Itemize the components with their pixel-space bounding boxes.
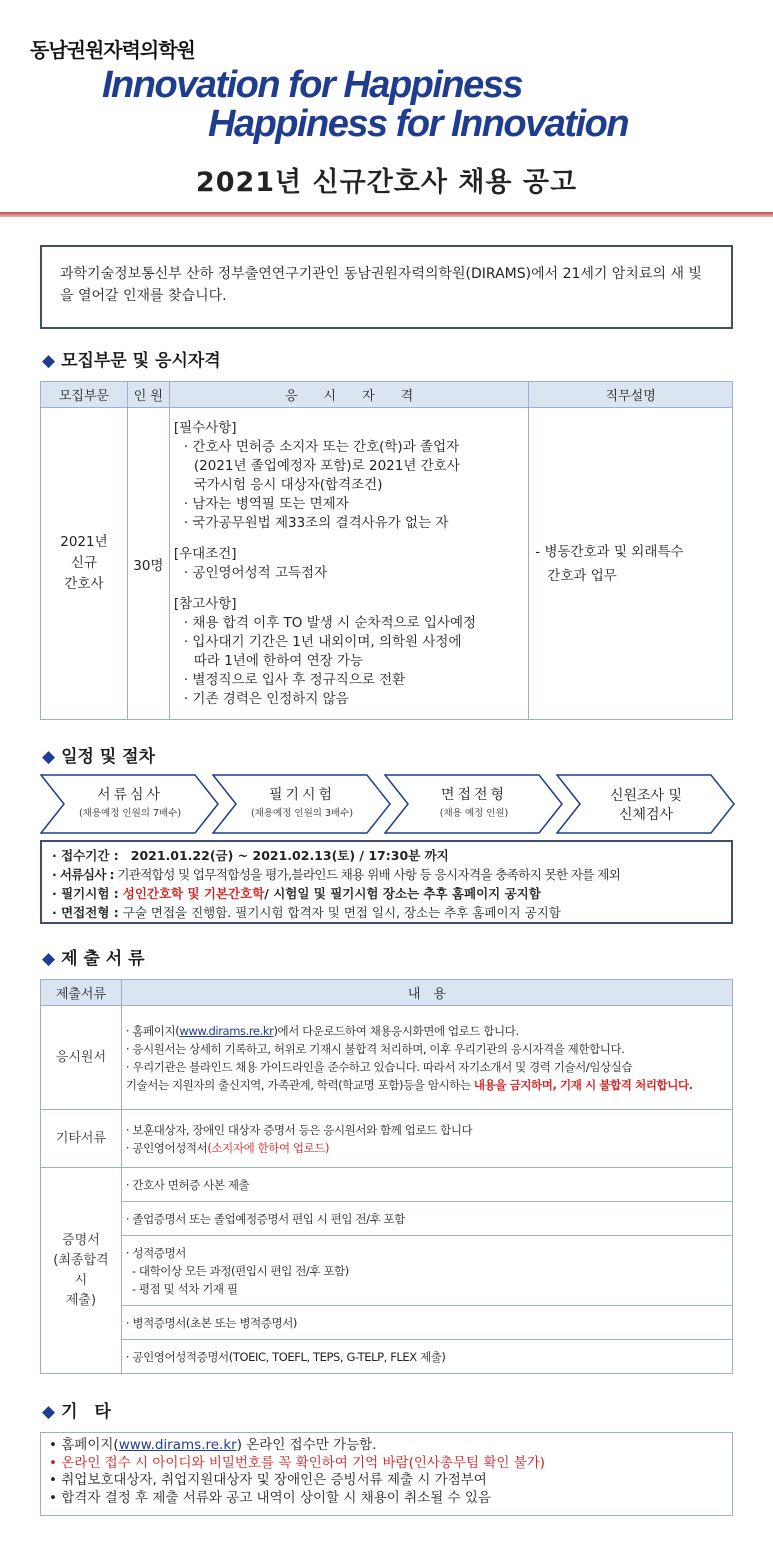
table-row [41,1168,733,1202]
dept-line: 간호사 [64,576,104,592]
col-header-qualification: 응 시 자 격 [169,382,528,408]
intro-box [40,245,733,329]
table-row [41,408,733,720]
step-sublabel: (채용예정 인원의 3배수) [250,808,354,819]
table-header-row [41,980,733,1006]
doc-content-application: · 홈페이지(www.dirams.re.kr)에서 다운로드하여 채용응시화면에 업로드 합니다. · 응시원서는 상세히 기록하고, 허위로 기재시 불합격 처리하며, 이후 우리기관의 응시자격을 제한합니다. · 우리기관은 블라인드 채용 가이드라인을 준수하고 있습니다. 따라서 자기소개서 및 경력 기술서/임상실습 기술서는 지원자의 출신지역, 가족관계, 학력(학교명 포함)등을 암시하는 내용을 금지하며, 기재 시 불합격 처리합니다. [121,1006,732,1110]
step-sublabel: (채용 예정 인원) [439,808,509,819]
reference-title: [참고사항] [173,595,237,612]
dept-cell [41,408,128,720]
step-interview [384,774,564,834]
recruitment-table [40,381,733,720]
duty-line: 간호과 업무 [547,567,617,584]
doc-content-license: · 간호사 면허증 사본 제출 [121,1168,732,1202]
required-title: [필수사항] [173,419,237,436]
diamond-icon: ◆ [42,747,56,767]
table-header-row [41,382,733,408]
reference-item: · 기존 경력은 인정하지 않음 [183,690,349,707]
org-name: 동남권원자력의학원 [30,38,195,62]
process-steps [40,774,740,834]
qualification-cell [169,408,528,720]
step-sublabel: (채용예정 인원의 7배수) [78,808,182,819]
section-documents-heading [42,944,145,969]
doc-content-transcript: · 성적증명서 - 대학이상 모든 과정(편입시 편입 전/후 포함) - 평점 및 석차 기재 필 [121,1236,732,1306]
table-row [41,1340,733,1374]
doc-label-application: 응시원서 [41,1006,122,1110]
slogan-line2: Happiness for Innovation [208,103,629,145]
diamond-icon: ◆ [42,949,56,969]
etc-line: • 홈페이지(www.dirams.re.kr) 온라인 접수만 가능함. [49,1437,377,1453]
chevron-arrow-icon [212,774,392,834]
schedule-period: · 접수기간 : 2021.01.22(금) ~ 2021.02.13(토) / 17:30분 까지 [52,848,449,863]
required-item: · 국가공무원법 제33조의 결격사유가 없는 자 [183,514,449,531]
section-title: 제 출 서 류 [61,949,145,969]
dept-line: 신규 [70,555,97,571]
step-background-check [556,774,736,834]
preference-title: [우대조건] [173,545,237,562]
required-item-cont: 국가시험 응시 대상자(합격조건) [193,476,383,493]
doc-content-military: · 병적증명서(초본 또는 병적증명서) [121,1306,732,1340]
doc-content-other: · 보훈대상자, 장애인 대상자 증명서 등은 응시원서와 함께 업로드 합니다 · 공인영어성적서(소지자에 한하여 업로드) [121,1110,732,1168]
doc-label-certificate: 증명서 (최종합격 시 제출) [41,1168,122,1374]
col-header-doc: 제출서류 [41,980,122,1006]
homepage-link[interactable]: www.dirams.re.kr [118,1437,237,1453]
table-row [41,1306,733,1340]
doc-content-graduation: · 졸업증명서 또는 졸업예정증명서 편입 시 편입 전/후 포함 [121,1202,732,1236]
reference-item: · 별정직으로 입사 후 정규직으로 전환 [183,671,406,688]
step-sublabel: 신체검사 [618,807,674,823]
doc-content-english: · 공인영어성적증명서(TOEIC, TOEFL, TEPS, G-TELP, FLEX 제출) [121,1340,732,1374]
dept-line: 2021년 [60,534,108,550]
section-recruitment-heading [42,346,221,371]
documents-table [40,979,733,1374]
step-label: 면접전형 [440,787,508,803]
step-label: 필기시험 [268,787,336,803]
duty-line: - 병동간호과 및 외래특수 [535,543,684,560]
schedule-interview: · 면접전형 : 구술 면접을 진행함. 필기시험 합격자 및 면접 일시, 장소는 추후 홈페이지 공지함 [52,905,561,920]
reference-item: · 입사대기 기간은 1년 내외이며, 의학원 사정에 [183,633,462,650]
schedule-written: · 필기시험 : 성인간호학 및 기본간호학/ 시험일 및 필기시험 장소는 추후 홈페이지 공지함 [52,886,541,901]
step-label: 신원조사 및 [609,788,683,804]
duty-cell [529,408,733,720]
required-item: · 간호사 면허증 소지자 또는 간호(학)과 졸업자 [183,438,460,455]
homepage-link[interactable]: www.dirams.re.kr [179,1023,274,1038]
slogan-line1: Innovation for Happiness [102,64,523,106]
table-row [41,1110,733,1168]
table-row [41,1006,733,1110]
count-cell: 30명 [127,408,169,720]
chevron-arrow-icon [384,774,564,834]
etc-line: • 합격자 결정 후 제출 서류와 공고 내역이 상이할 시 채용이 취소될 수 있음 [49,1489,491,1506]
section-title: 일정 및 절차 [61,747,156,767]
col-header-count: 인 원 [127,382,169,408]
col-header-content: 내 용 [121,980,732,1006]
reference-item-cont: 따라 1년에 한하여 연장 가능 [193,652,364,669]
header-divider [0,212,773,217]
reference-item: · 채용 합격 이후 TO 발생 시 순차적으로 입사예정 [183,614,477,631]
col-header-duty: 직무설명 [529,382,733,408]
diamond-icon: ◆ [42,351,56,371]
doc-label-other: 기타서류 [41,1110,122,1168]
etc-line-warning: • 온라인 접수 시 아이디와 비밀번호를 꼭 확인하여 기억 바람(인사총무팀 확인 불가) [49,1454,546,1471]
step-written-exam [212,774,392,834]
etc-line: • 취업보호대상자, 취업지원대상자 및 장애인은 증빙서류 제출 시 가점부여 [49,1472,487,1488]
section-etc-heading [42,1397,111,1422]
section-title: 모집부문 및 응시자격 [61,351,221,371]
section-schedule-heading [42,742,155,767]
schedule-box [40,840,733,924]
step-label: 서류심사 [96,787,164,803]
etc-box [40,1432,733,1516]
col-header-dept: 모집부문 [41,382,128,408]
step-document-review [40,774,220,834]
required-item: · 남자는 병역필 또는 면제자 [183,495,349,512]
page-title: 2021년 신규간호사 채용 공고 [195,167,578,198]
chevron-arrow-icon [40,774,220,834]
diamond-icon: ◆ [42,1402,56,1422]
intro-text: 과학기술정보통신부 산하 정부출연연구기관인 동남권원자력의학원(DIRAMS)에서 21세기 암치료의 새 빛을 열어갈 인재를 찾습니다. [60,266,702,304]
preference-item: · 공인영어성적 고득점자 [183,564,328,581]
section-title: 기 타 [61,1402,111,1422]
table-row [41,1236,733,1306]
table-row [41,1202,733,1236]
schedule-document: · 서류심사 : 기관적합성 및 업무적합성을 평가,블라인드 채용 위배 사항 등 응시자격을 충족하지 못한 자를 제외 [52,867,621,882]
required-item-cont: (2021년 졸업예정자 포함)로 2021년 간호사 [193,457,460,474]
